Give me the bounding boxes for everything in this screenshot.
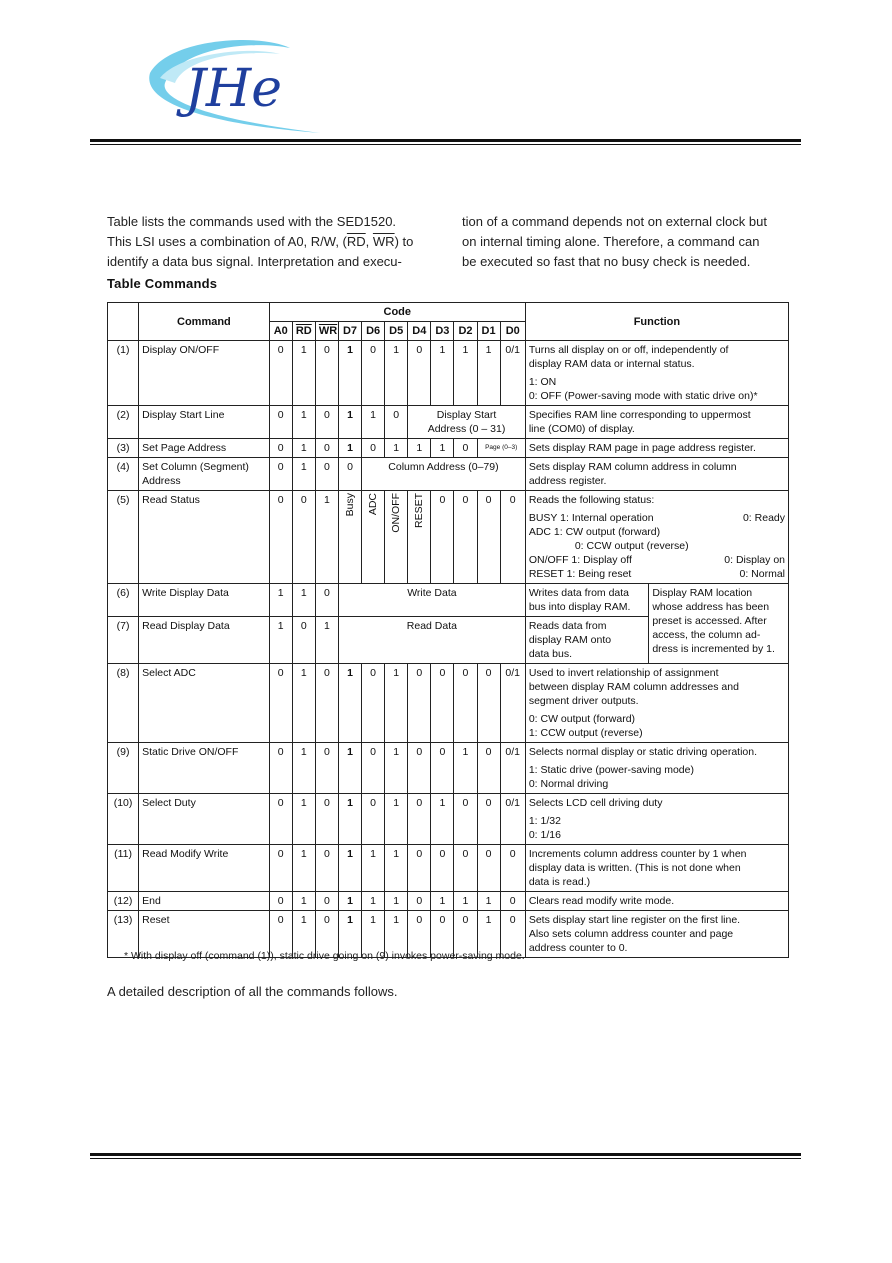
footer-rule-thin [90,1158,801,1159]
fn-line: Reads the following status: [528,494,655,506]
fn-line: address counter to 0. [528,942,628,954]
bit: 1 [292,584,315,617]
bit: 1 [292,794,315,845]
fn-line: Also sets column address counter and page [528,928,734,940]
fn-line: 0: OFF (Power-saving mode with static drive on)* [528,390,758,402]
read-data-field: Read Data [338,617,525,664]
bit: 0 [315,845,338,892]
bit: 0 [477,491,500,584]
fn-line: Writes data from data [528,587,630,599]
vertical-label: ON/OFF [390,493,403,533]
fn-line: between display RAM column addresses and [528,681,739,693]
wr-signal: $\overline{WR}$ [372,234,395,249]
table-row [108,491,789,584]
bit: 0 [362,664,385,743]
bit: 0 [408,794,431,845]
fn-line: 0: Normal driving [528,778,609,790]
col-d1: D1 [477,322,500,341]
header-row [108,303,789,322]
bit: 1 [362,406,385,439]
bit: 1 [292,743,315,794]
command-name: Read Display Data [139,617,270,664]
fn-line: 0: CCW output (reverse) [574,540,689,552]
bit: 1 [292,458,315,491]
command-name: Display Start Line [139,406,270,439]
bit: 0 [315,794,338,845]
footnote: * With display off (command (1)), static drive going on (9) invokes power-saving mode. [124,950,525,962]
function-text [525,439,788,458]
command-name: End [139,892,270,911]
bit: 0 [269,794,292,845]
bit: 1 [431,439,454,458]
bit: 1 [338,892,361,911]
command-name: Write Display Data [139,584,270,617]
bit: 1 [362,845,385,892]
fn-line: RESET 1: Being reset [528,568,632,580]
bit: 1 [315,617,338,664]
page-field: Page (0–3) [477,439,525,458]
bit: 1 [292,439,315,458]
bit: 0 [315,584,338,617]
bit: 1 [338,664,361,743]
bit: 0 [431,743,454,794]
bit: 1 [338,794,361,845]
bit: 0 [269,845,292,892]
col-wr: $\overline{WR}$ [315,322,338,341]
fn-line: 0: 1/16 [528,829,561,841]
fn-line: data is read.) [528,876,591,888]
intro-line: Table lists the commands used with the SED1520. [107,214,397,229]
bit: 0 [269,458,292,491]
fn-line: 1: ON [528,376,557,388]
busy-bit [338,491,361,584]
intro-text: , [365,234,373,249]
command-name: Set Page Address [139,439,270,458]
cmd-line: Set Column (Segment) [142,461,249,473]
intro-right-column [462,212,792,272]
bit: 0 [477,664,500,743]
rd-signal: $\overline{RD}$ [346,234,366,249]
function-text [525,491,788,584]
command-name: Select Duty [139,794,270,845]
command-name: Read Modify Write [139,845,270,892]
bit: 1 [269,617,292,664]
fn-line: address register. [528,475,607,487]
bit: 1 [454,341,477,406]
bit: 1 [385,341,408,406]
bit: 0 [408,664,431,743]
fn-line: bus into display RAM. [528,601,631,613]
bit: 0 [269,664,292,743]
intro-line: tion of a command depends not on external clock but [462,214,767,229]
fn-line: Sets display RAM page in page address register. [528,442,756,454]
function-text [525,743,788,794]
intro-line: identify a data bus signal. Interpretation and execu- [107,254,402,269]
table-row [108,341,789,406]
bit: 1 [338,911,361,958]
table-row [108,794,789,845]
bit: 1 [431,341,454,406]
bit: 1 [385,794,408,845]
fn-line: display data is written. (This is not done when [528,862,741,874]
onoff-bit [385,491,408,584]
bit: 0 [315,406,338,439]
function-text [525,892,788,911]
intro-line: on internal timing alone. Therefore, a command can [462,234,760,249]
code-header: Code [269,303,525,322]
reset-bit [408,491,431,584]
bit: 0 [408,743,431,794]
function-text [525,406,788,439]
intro-text: ) to [394,234,414,249]
bit: 0 [362,794,385,845]
bit: 0 [362,439,385,458]
bit: 1 [362,911,385,958]
table-row [108,458,789,491]
row-number: (4) [108,458,139,491]
table-row [108,664,789,743]
bit: 0 [269,406,292,439]
bit: 0 [454,664,477,743]
bit: 0/1 [500,794,525,845]
bit: 0 [500,911,525,958]
fn-line: display RAM data or internal status. [528,358,695,370]
bit: 1 [338,406,361,439]
row-number: (2) [108,406,139,439]
bit: 0 [431,491,454,584]
col-d2: D2 [454,322,477,341]
table-row [108,892,789,911]
bit: 0 [477,743,500,794]
bit: 0 [315,439,338,458]
bit: 1 [385,664,408,743]
row-number: (6) [108,584,139,617]
fn-line: Reads data from [528,620,607,632]
function-text [525,341,788,406]
fn-line: access, the column ad- [652,629,761,641]
bit: 1 [338,439,361,458]
row-number: (9) [108,743,139,794]
fn-line: BUSY 1: Internal operation [528,512,654,524]
bit: 1 [292,845,315,892]
bit: 0/1 [500,664,525,743]
write-data-field: Write Data [338,584,525,617]
fn-line: Specifies RAM line corresponding to uppermost [528,409,751,421]
bit: 1 [338,743,361,794]
intro-left-column [107,212,437,272]
bit: 0/1 [500,341,525,406]
intro-line: be executed so fast that no busy check is needed. [462,254,751,269]
bit: 0 [454,845,477,892]
bit: 0 [292,617,315,664]
function-text [525,458,788,491]
fn-line: Turns all display on or off, independently of [528,344,729,356]
bit: 0 [454,794,477,845]
bit: 0 [362,341,385,406]
span-line: Address (0 – 31) [427,423,506,435]
function-text [525,584,649,617]
bit: 0 [315,341,338,406]
fn-line: 1: Static drive (power-saving mode) [528,764,694,776]
fn-line: Sets display RAM column address in column [528,461,737,473]
fn-line: Increments column address counter by 1 when [528,848,747,860]
fn-line: display RAM onto [528,634,612,646]
bit: 0 [408,911,431,958]
col-d4: D4 [408,322,431,341]
bit: 1 [408,439,431,458]
col-d7: D7 [338,322,361,341]
bit: 1 [292,892,315,911]
bit: 0 [315,743,338,794]
bit: 0 [315,458,338,491]
cmd-line: Address [142,475,181,487]
fn-line: ADC 1: CW output (forward) [528,526,661,538]
table-row [108,743,789,794]
command-name: Read Status [139,491,270,584]
intro-line [107,232,437,252]
bit: 1 [477,911,500,958]
bit: 0 [269,911,292,958]
row-number: (5) [108,491,139,584]
bit: 0 [454,491,477,584]
footer-rule [90,1153,801,1156]
vertical-label: ADC [367,493,380,516]
bit: 1 [385,845,408,892]
function-header: Function [525,303,788,341]
function-text [525,664,788,743]
fn-line: 1: CCW output (reverse) [528,727,643,739]
vertical-label: Busy [344,493,356,517]
row-number: (1) [108,341,139,406]
fn-line: data bus. [528,648,573,660]
bit: 0 [477,845,500,892]
header-rule-thin [90,144,801,145]
fn-line: Display RAM location [652,587,753,599]
bit: 1 [292,911,315,958]
bit: 1 [292,341,315,406]
span-line: Display Start [436,409,497,421]
fn-line: ON/OFF 1: Display off [528,554,632,566]
fn-line: dress is incremented by 1. [652,643,775,655]
bit: 1 [385,892,408,911]
bit: 0 [269,892,292,911]
function-text [525,911,788,958]
col-rd: $\overline{RD}$ [292,322,315,341]
fn-line: preset is accessed. After [652,615,767,627]
row-number: (11) [108,845,139,892]
bit: 0 [315,892,338,911]
bit: 0 [431,911,454,958]
bit: 0 [292,491,315,584]
table-title: Table Commands [107,276,218,291]
bit: 0 [408,892,431,911]
commands-table [107,302,789,958]
bit: 1 [338,341,361,406]
bit: 1 [385,439,408,458]
fn-line: Sets display start line register on the first line. [528,914,741,926]
bit: 0 [431,845,454,892]
fn-line: 0: Display on [724,554,785,566]
start-address-field [408,406,526,439]
fn-line: segment driver outputs. [528,695,639,707]
command-header: Command [139,303,270,341]
bit: 0 [454,439,477,458]
fn-line: 1: 1/32 [528,815,561,827]
adc-bit [362,491,385,584]
jhe-logo [140,28,340,136]
fn-line: 0: CW output (forward) [528,713,636,725]
command-name [139,458,270,491]
bit: 0 [269,439,292,458]
bit: 0 [431,664,454,743]
function-text [525,617,649,664]
fn-line: Clears read modify write mode. [528,895,675,907]
col-a0: A0 [269,322,292,341]
command-name: Display ON/OFF [139,341,270,406]
bit: 1 [431,794,454,845]
bit: 1 [477,341,500,406]
bit: 0/1 [500,743,525,794]
table-row [108,439,789,458]
num-header [108,303,139,341]
bit: 0 [500,892,525,911]
ram-access-note [649,584,789,664]
fn-line: Used to invert relationship of assignment [528,667,719,679]
bit: 1 [454,743,477,794]
intro-text: This LSI uses a combination of A0, R/W, ( [107,234,347,249]
command-name: Static Drive ON/OFF [139,743,270,794]
bit: 1 [477,892,500,911]
bit: 0 [269,341,292,406]
bit: 1 [315,491,338,584]
bit: 0 [408,341,431,406]
logo-text: JHe [185,59,282,119]
row-number: (8) [108,664,139,743]
row-number: (7) [108,617,139,664]
fn-line: Selects normal display or static driving operation. [528,746,758,758]
command-name: Reset [139,911,270,958]
bit: 1 [385,911,408,958]
bit: 0 [315,664,338,743]
bit: 0 [500,845,525,892]
col-d5: D5 [385,322,408,341]
fn-line: line (COM0) of display. [528,423,635,435]
fn-line: 0: Ready [742,512,785,524]
col-d6: D6 [362,322,385,341]
bit: 0 [269,491,292,584]
header-rule [90,139,801,142]
bit: 0 [315,911,338,958]
row-number: (12) [108,892,139,911]
bit: 0 [477,794,500,845]
bit: 1 [292,664,315,743]
bit: 1 [338,845,361,892]
fn-line: Selects LCD cell driving duty [528,797,663,809]
table-row [108,845,789,892]
bit: 0 [362,743,385,794]
col-d0: D0 [500,322,525,341]
bit: 0 [269,743,292,794]
table-row [108,406,789,439]
fn-line: 0: Normal [739,568,785,580]
table-row [108,584,789,617]
vertical-label: RESET [413,493,426,529]
function-text [525,845,788,892]
closing-text: A detailed description of all the commands follows. [107,984,398,999]
bit: 1 [385,743,408,794]
bit: 0 [385,406,408,439]
row-number: (10) [108,794,139,845]
bit: 0 [408,845,431,892]
fn-line: whose address has been [652,601,770,613]
bit: 0 [500,491,525,584]
column-address-field: Column Address (0–79) [362,458,526,491]
command-name: Select ADC [139,664,270,743]
function-text [525,794,788,845]
row-number: (3) [108,439,139,458]
bit: 1 [454,892,477,911]
bit: 1 [431,892,454,911]
bit: 0 [454,911,477,958]
row-number: (13) [108,911,139,958]
col-d3: D3 [431,322,454,341]
bit: 0 [338,458,361,491]
bit: 1 [362,892,385,911]
bit: 1 [269,584,292,617]
bit: 1 [292,406,315,439]
